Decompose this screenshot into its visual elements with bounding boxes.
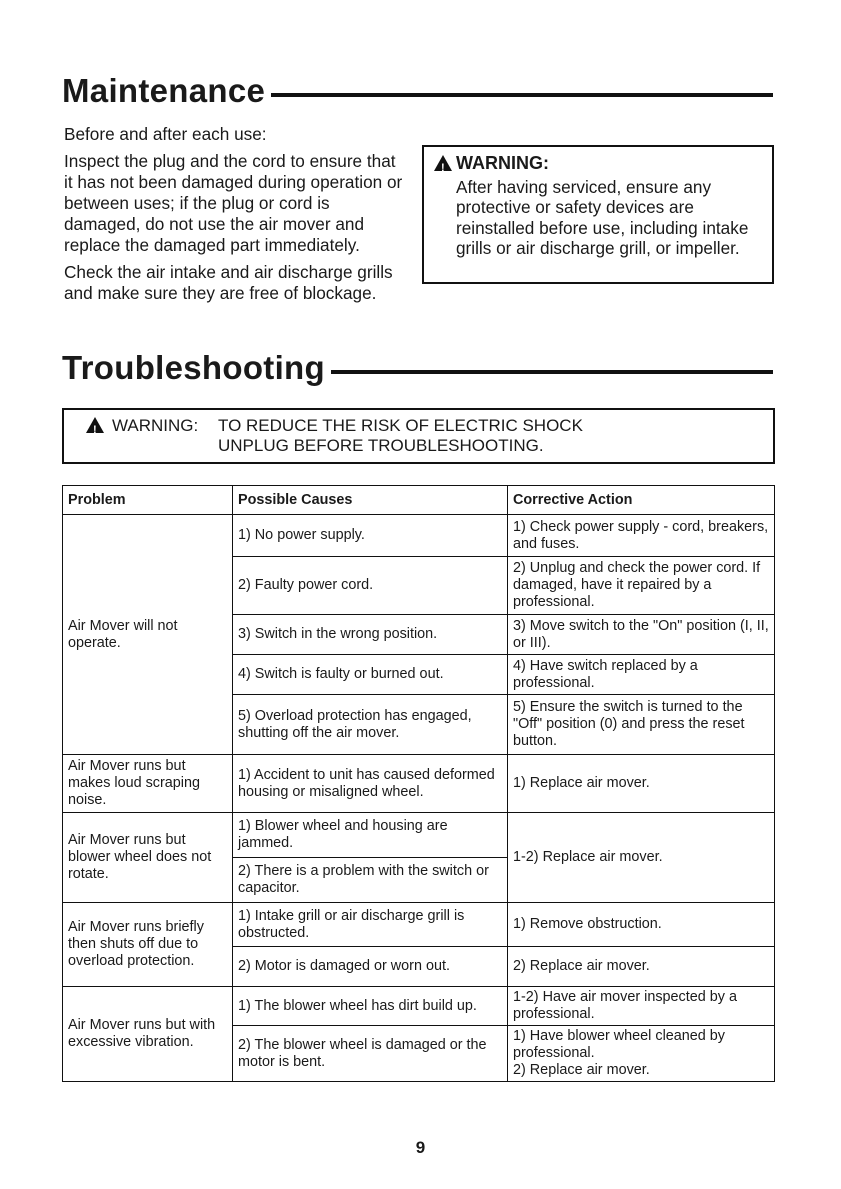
problem-cell: Air Mover runs but with excessive vibration. xyxy=(63,987,233,1082)
action-line: 1) Have blower wheel cleaned by professional. xyxy=(513,1028,725,1061)
warning-triangle-icon xyxy=(434,155,452,171)
maintenance-title: Maintenance xyxy=(62,72,266,109)
cause-cell: 2) The blower wheel is damaged or the motor is bent. xyxy=(233,1026,508,1082)
warning-title: WARNING: xyxy=(456,153,549,173)
problem-cell: Air Mover runs briefly then shuts off due to overload protection. xyxy=(63,903,233,987)
problem-cell: Air Mover runs but blower wheel does not rotate. xyxy=(63,813,233,903)
maintenance-heading-row xyxy=(62,72,773,110)
intro-lead: Before and after each use: xyxy=(64,124,267,144)
cause-cell: 2) Motor is damaged or worn out. xyxy=(233,947,508,987)
cause-cell: 3) Switch in the wrong position. xyxy=(233,615,508,655)
table-row xyxy=(63,903,775,947)
maintenance-warning-box xyxy=(422,145,774,284)
intro-paragraph-inspect: Inspect the plug and the cord to ensure that it has not been damaged during operation or between uses; if the plug or cord is damaged, do not use the air mover and replace the damaged part immediately. xyxy=(64,151,403,255)
table-header-row xyxy=(63,486,775,515)
maintenance-intro xyxy=(64,124,404,310)
action-cell: 1-2) Replace air mover. xyxy=(508,813,775,903)
cause-cell: 1) No power supply. xyxy=(233,515,508,557)
action-cell: 1-2) Have air mover inspected by a professional. xyxy=(508,987,775,1026)
shock-warning-label: WARNING: xyxy=(112,416,199,435)
heading-rule xyxy=(331,370,773,374)
warning-triangle-icon xyxy=(86,417,104,433)
action-cell: 4) Have switch replaced by a professional. xyxy=(508,655,775,695)
problem-cell: Air Mover runs but makes loud scraping noise. xyxy=(63,755,233,813)
table-row xyxy=(63,987,775,1026)
action-cell xyxy=(508,1026,775,1082)
action-cell: 2) Unplug and check the power cord. If damaged, have it repaired by a professional. xyxy=(508,557,775,615)
shock-warning-line-2: UNPLUG BEFORE TROUBLESHOOTING. xyxy=(218,436,544,455)
action-cell: 1) Check power supply - cord, breakers, and fuses. xyxy=(508,515,775,557)
action-cell: 2) Replace air mover. xyxy=(508,947,775,987)
intro-paragraph-check: Check the air intake and air discharge grills and make sure they are free of blockage. xyxy=(64,262,393,303)
table-row xyxy=(63,515,775,557)
heading-rule xyxy=(271,93,773,97)
cause-cell: 2) There is a problem with the switch or capacitor. xyxy=(233,858,508,903)
troubleshooting-title: Troubleshooting xyxy=(62,349,325,386)
warning-heading xyxy=(434,153,762,174)
action-cell: 3) Move switch to the "On" position (I, II, or III). xyxy=(508,615,775,655)
troubleshooting-heading-row xyxy=(62,349,773,387)
troubleshooting-table xyxy=(62,485,775,1082)
shock-warning-box xyxy=(62,408,775,464)
header-corrective-action: Corrective Action xyxy=(508,486,775,515)
cause-cell: 1) The blower wheel has dirt build up. xyxy=(233,987,508,1026)
header-possible-causes: Possible Causes xyxy=(233,486,508,515)
cause-cell: 4) Switch is faulty or burned out. xyxy=(233,655,508,695)
cause-cell: 1) Intake grill or air discharge grill is obstructed. xyxy=(233,903,508,947)
table-row xyxy=(63,755,775,813)
warning-body: After having serviced, ensure any protective or safety devices are reinstalled before use, including intake grills or air discharge grill, or impeller. xyxy=(456,176,749,258)
action-cell: 1) Replace air mover. xyxy=(508,755,775,813)
cause-cell: 2) Faulty power cord. xyxy=(233,557,508,615)
table-row xyxy=(63,813,775,858)
cause-cell: 1) Accident to unit has caused deformed housing or misaligned wheel. xyxy=(233,755,508,813)
cause-cell: 1) Blower wheel and housing are jammed. xyxy=(233,813,508,858)
problem-cell: Air Mover will not operate. xyxy=(63,515,233,755)
header-problem: Problem xyxy=(63,486,233,515)
action-cell: 5) Ensure the switch is turned to the "Off" position (0) and press the reset button. xyxy=(508,695,775,755)
cause-cell: 5) Overload protection has engaged, shutting off the air mover. xyxy=(233,695,508,755)
action-line: 2) Replace air mover. xyxy=(513,1062,650,1078)
shock-warning-text xyxy=(218,416,583,456)
page-number: 9 xyxy=(415,1138,426,1157)
shock-warning-line-1: TO REDUCE THE RISK OF ELECTRIC SHOCK xyxy=(218,416,583,435)
action-cell: 1) Remove obstruction. xyxy=(508,903,775,947)
